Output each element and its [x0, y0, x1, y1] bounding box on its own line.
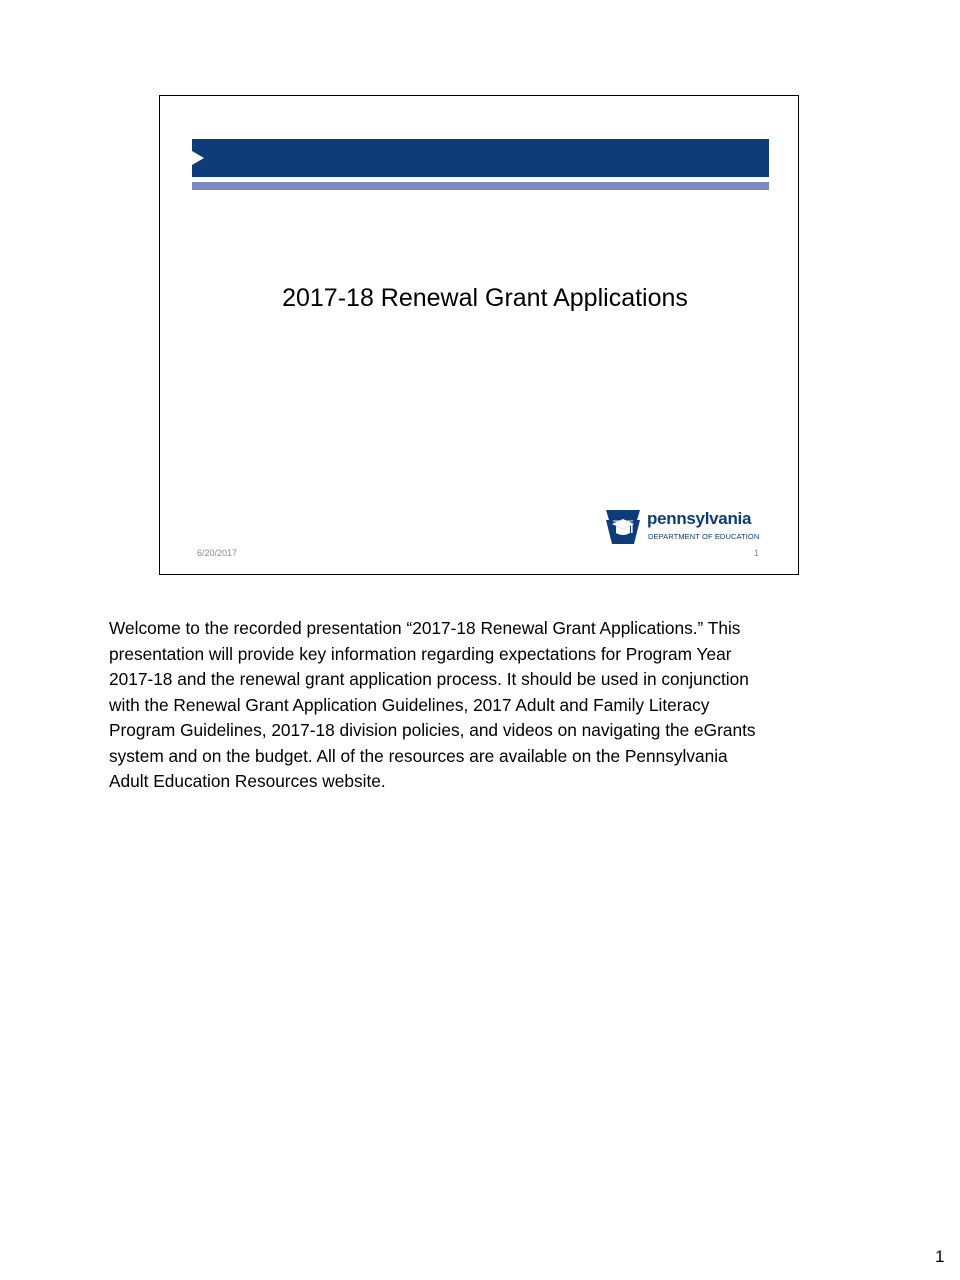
keystone-icon	[604, 508, 642, 546]
speaker-notes	[109, 616, 859, 795]
logo-subtitle: DEPARTMENT OF EDUCATION	[648, 532, 760, 541]
notes-line: with the Renewal Grant Application Guidelines, 2017 Adult and Family Literacy	[109, 694, 710, 715]
accent-stripe	[192, 182, 769, 190]
notes-line: 2017-18 and the renewal grant application process. It should be used in conjunction	[109, 669, 749, 689]
slide-number: 1	[754, 548, 760, 558]
slide-date: 6/20/2017	[197, 548, 238, 558]
notes-line: Program Guidelines, 2017-18 division policies, and videos on navigating the eGrants	[109, 720, 756, 740]
logo-wordmark: pennsylvania	[647, 509, 752, 528]
page-number: 1	[935, 1247, 945, 1266]
title-band	[192, 139, 769, 177]
notes-line: system and on the budget. All of the resources are available on the Pennsylvania	[109, 745, 728, 766]
notes-line: Welcome to the recorded presentation “2017-18 Renewal Grant Applications.” This	[109, 618, 741, 638]
slide-title: 2017-18 Renewal Grant Applications	[282, 284, 688, 312]
slide-thumbnail	[159, 95, 799, 575]
notes-line: Adult Education Resources website.	[109, 771, 386, 791]
pa-education-logo	[604, 508, 770, 548]
notes-line: presentation will provide key information regarding expectations for Program Year	[109, 643, 732, 664]
band-arrow-icon	[192, 151, 204, 165]
